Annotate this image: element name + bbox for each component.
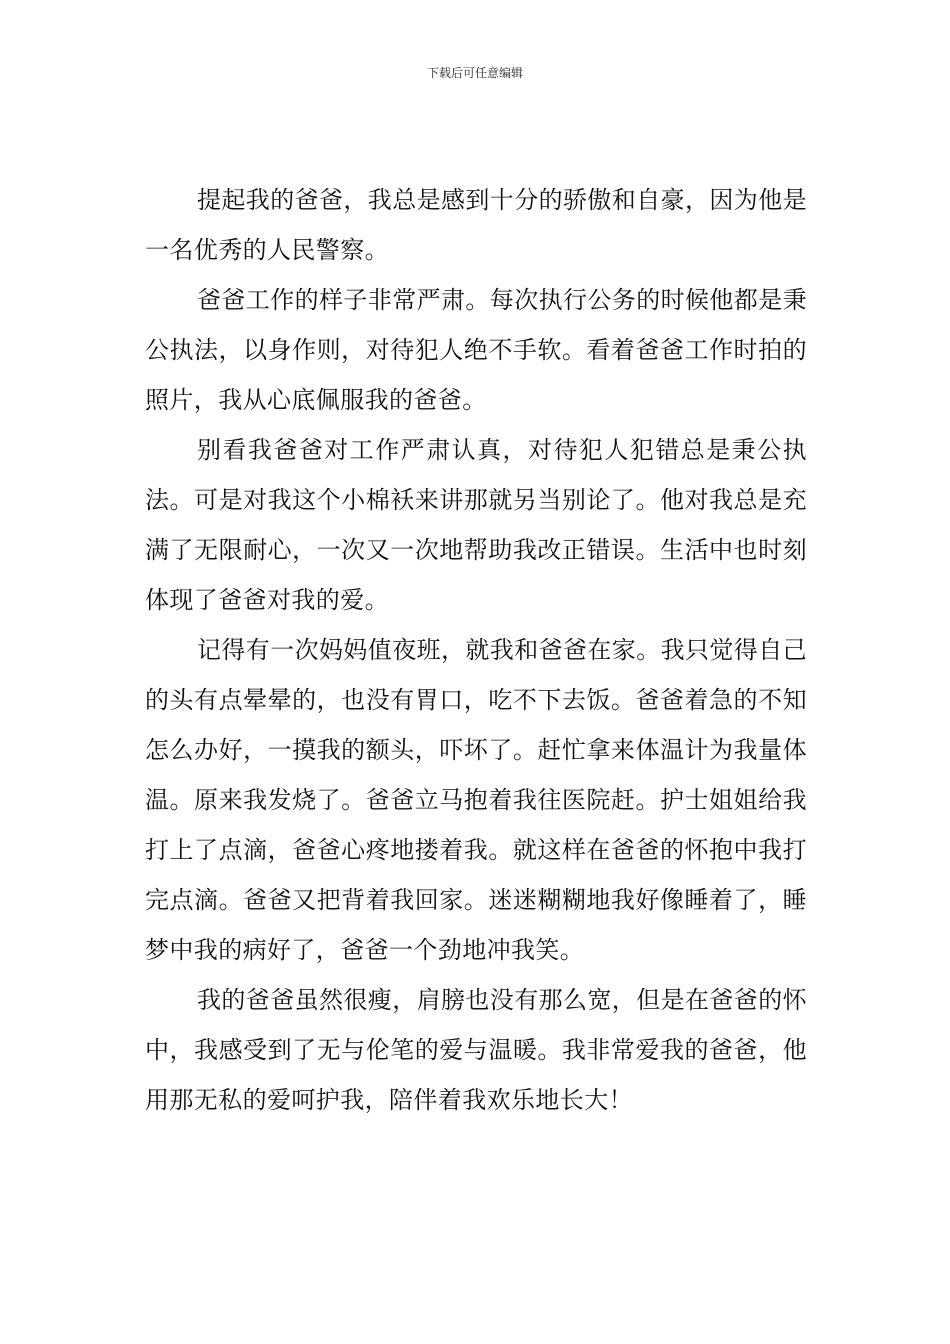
- page-header: 下载后可任意编辑: [426, 66, 523, 80]
- article-body: [145, 175, 807, 1125]
- paragraph-1: 提起我的爸爸，我总是感到十分的骄傲和自豪，因为他是一名优秀的人民警察。: [145, 186, 807, 264]
- paragraph-5: 我的爸爸虽然很瘦，肩膀也没有那么宽，但是在爸爸的怀中，我感受到了无与伦笔的爱与温暖。我非常爱我的爸爸，他用那无私的爱呵护我，陪伴着我欢乐地长大！: [145, 986, 807, 1114]
- paragraph-3: 别看我爸爸对工作严肃认真，对待犯人犯错总是秉公执法。可是对我这个小棉袄来讲那就另当别论了。他对我总是充满了无限耐心，一次又一次地帮助我改正错误。生活中也时刻体现了爸爸对我的爱。: [145, 436, 807, 614]
- paragraph-2: 爸爸工作的样子非常严肃。每次执行公务的时候他都是秉公执法，以身作则，对待犯人绝不手软。看着爸爸工作时拍的照片，我从心底佩服我的爸爸。: [145, 286, 807, 414]
- paragraph-4: 记得有一次妈妈值夜班，就我和爸爸在家。我只觉得自己的头有点晕晕的，也没有胃口，吃不下去饭。爸爸着急的不知怎么办好，一摸我的额头，吓坏了。赶忙拿来体温计为我量体温。原来我发烧了。爸爸立马抱着我往医院赶。护士姐姐给我打上了点滴，爸爸心疼地搂着我。就这样在爸爸的怀抱中我打完点滴。爸爸又把背着我回家。迷迷糊糊地我好像睡着了，睡梦中我的病好了，爸爸一个劲地冲我笑。: [145, 636, 807, 964]
